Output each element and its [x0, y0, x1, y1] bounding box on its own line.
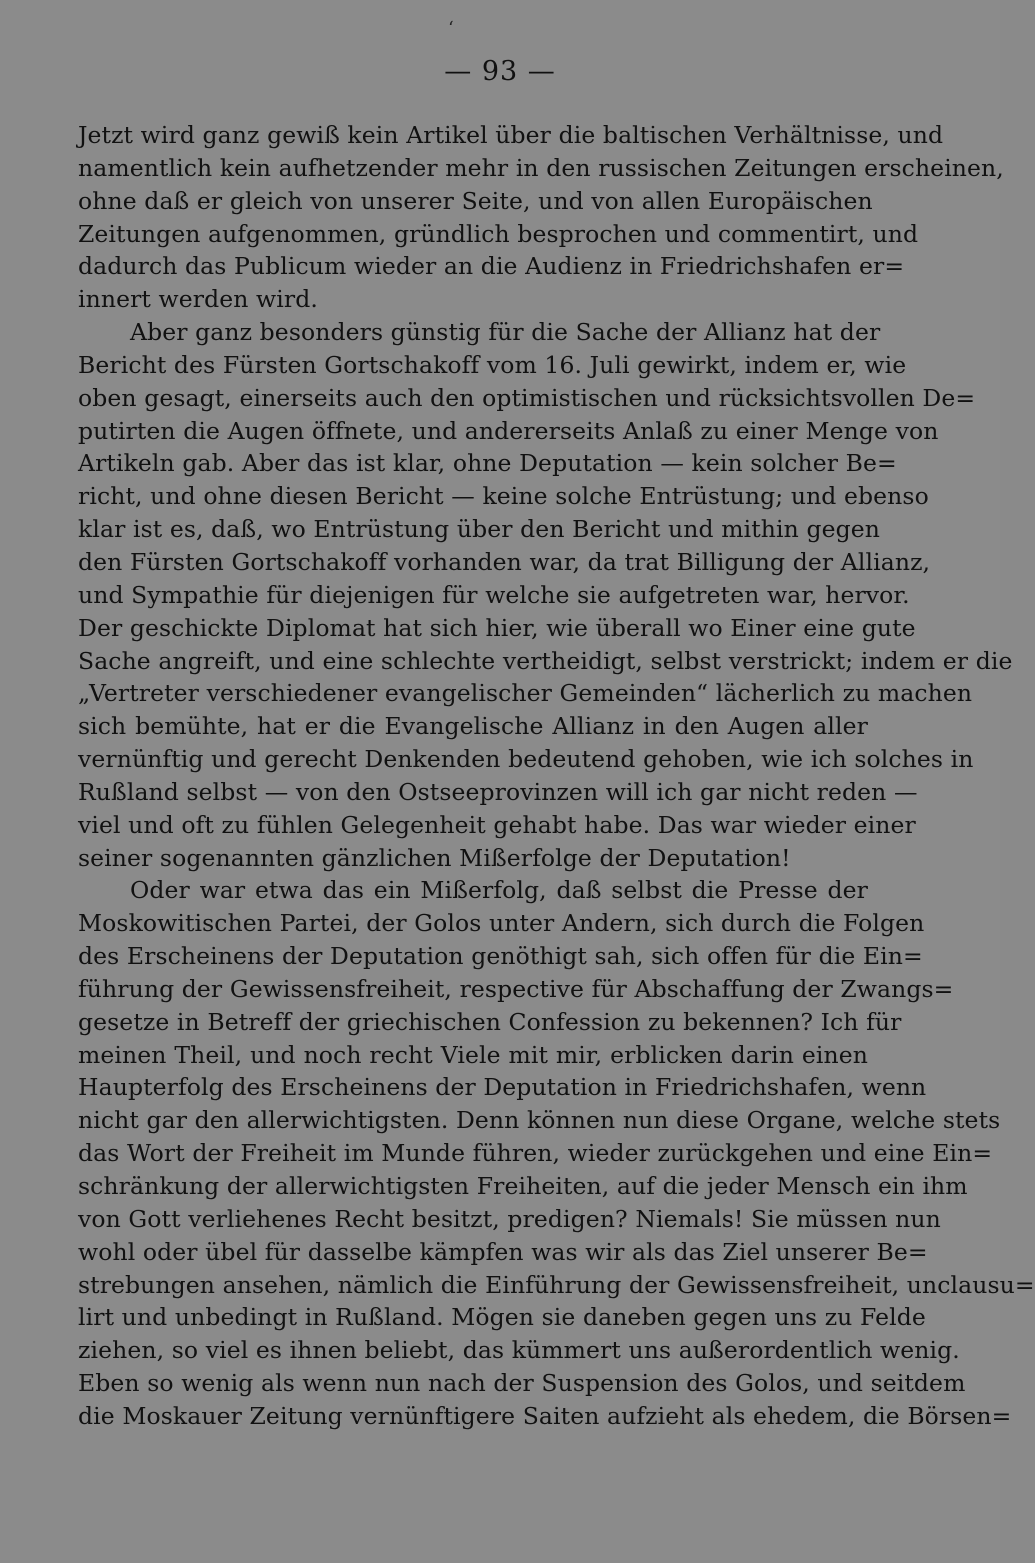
text-line: und Sympathie für diejenigen für welche sie aufgetreten war, hervor. — [78, 580, 910, 609]
text-line: putirten die Augen öffnete, und andererseits Anlaß zu einer Menge von — [78, 416, 939, 445]
text-line: namentlich kein aufhetzender mehr in den russischen Zeitungen erscheinen, — [78, 153, 1004, 182]
text-line: Moskowitischen Partei, der Golos unter Andern, sich durch die Folgen — [78, 909, 925, 938]
text-line: Der geschickte Diplomat hat sich hier, wie überall wo Einer eine gute — [78, 613, 916, 642]
text-line: nicht gar den allerwichtigsten. Denn können nun diese Organe, welche stets — [78, 1106, 1001, 1135]
text-line: oben gesagt, einerseits auch den optimistischen und rücksichtsvollen De= — [78, 383, 976, 412]
text-line: das Wort der Freiheit im Munde führen, wieder zurückgehen und eine Ein= — [78, 1139, 993, 1168]
text-line: klar ist es, daß, wo Entrüstung über den Bericht und mithin gegen — [78, 515, 880, 544]
page-body — [78, 119, 1035, 1433]
text-line: richt, und ohne diesen Bericht — keine solche Entrüstung; und ebenso — [78, 482, 929, 511]
text-line: innert werden wird. — [78, 285, 318, 314]
text-line: vernünftig und gerecht Denkenden bedeutend gehoben, wie ich solches in — [78, 745, 974, 774]
text-line: die Moskauer Zeitung vernünftigere Saiten aufzieht als ehedem, die Börsen= — [78, 1401, 1012, 1430]
page-number: — 93 — — [444, 56, 556, 87]
text-line: Aber ganz besonders günstig für die Sache der Allianz hat der — [130, 318, 881, 347]
text-line: Bericht des Fürsten Gortschakoff vom 16. Juli gewirkt, indem er, wie — [78, 350, 907, 379]
text-line: ziehen, so viel es ihnen beliebt, das kümmert uns außerordentlich wenig. — [78, 1336, 960, 1365]
text-line: Rußland selbst — von den Ostseeprovinzen will ich gar nicht reden — — [78, 777, 918, 806]
text-line: des Erscheinens der Deputation genöthigt sah, sich offen für die Ein= — [78, 942, 923, 971]
text-line: lirt und unbedingt in Rußland. Mögen sie daneben gegen uns zu Felde — [78, 1303, 926, 1332]
text-line: den Fürsten Gortschakoff vorhanden war, da trat Billigung der Allianz, — [78, 547, 931, 576]
text-line: sich bemühte, hat er die Evangelische Allianz in den Augen aller — [78, 712, 868, 741]
text-line: viel und oft zu fühlen Gelegenheit gehabt habe. Das war wieder einer — [78, 810, 916, 839]
text-line: ohne daß er gleich von unserer Seite, und von allen Europäischen — [78, 186, 873, 215]
text-line: Zeitungen aufgenommen, gründlich besprochen und commentirt, und — [78, 219, 919, 248]
text-line: meinen Theil, und noch recht Viele mit mir, erblicken darin einen — [78, 1040, 868, 1069]
text-line: wohl oder übel für dasselbe kämpfen was wir als das Ziel unserer Be= — [78, 1237, 928, 1266]
page-mark: ʻ — [448, 18, 454, 39]
text-line: führung der Gewissensfreiheit, respective für Abschaffung der Zwangs= — [78, 974, 954, 1003]
text-line: seiner sogenannten gänzlichen Mißerfolge der Deputation! — [78, 843, 791, 872]
text-line: gesetze in Betreff der griechischen Confession zu bekennen? Ich für — [78, 1007, 902, 1036]
text-line: Oder war etwa das ein Mißerfolg, daß selbst die Presse der — [130, 876, 868, 905]
text-line: Sache angreift, und eine schlechte vertheidigt, selbst verstrickt; indem er die — [78, 646, 1013, 675]
text-line: schränkung der allerwichtigsten Freiheiten, auf die jeder Mensch ein ihm — [78, 1172, 968, 1200]
text-line: strebungen ansehen, nämlich die Einführung der Gewissensfreiheit, unclausu= — [78, 1270, 1035, 1299]
text-line: Jetzt wird ganz gewiß kein Artikel über die baltischen Verhältnisse, und — [78, 121, 944, 149]
text-line: „Vertreter verschiedener evangelischer Gemeinden“ lächerlich zu machen — [78, 679, 973, 708]
text-line: Artikeln gab. Aber das ist klar, ohne Deputation — kein solcher Be= — [78, 449, 897, 478]
text-line: Haupterfolg des Erscheinens der Deputation in Friedrichshafen, wenn — [78, 1073, 927, 1102]
text-line: von Gott verliehenes Recht besitzt, predigen? Niemals! Sie müssen nun — [78, 1204, 941, 1233]
text-line: dadurch das Publicum wieder an die Audienz in Friedrichshafen er= — [78, 252, 905, 281]
text-line: Eben so wenig als wenn nun nach der Suspension des Golos, und seitdem — [78, 1369, 966, 1398]
